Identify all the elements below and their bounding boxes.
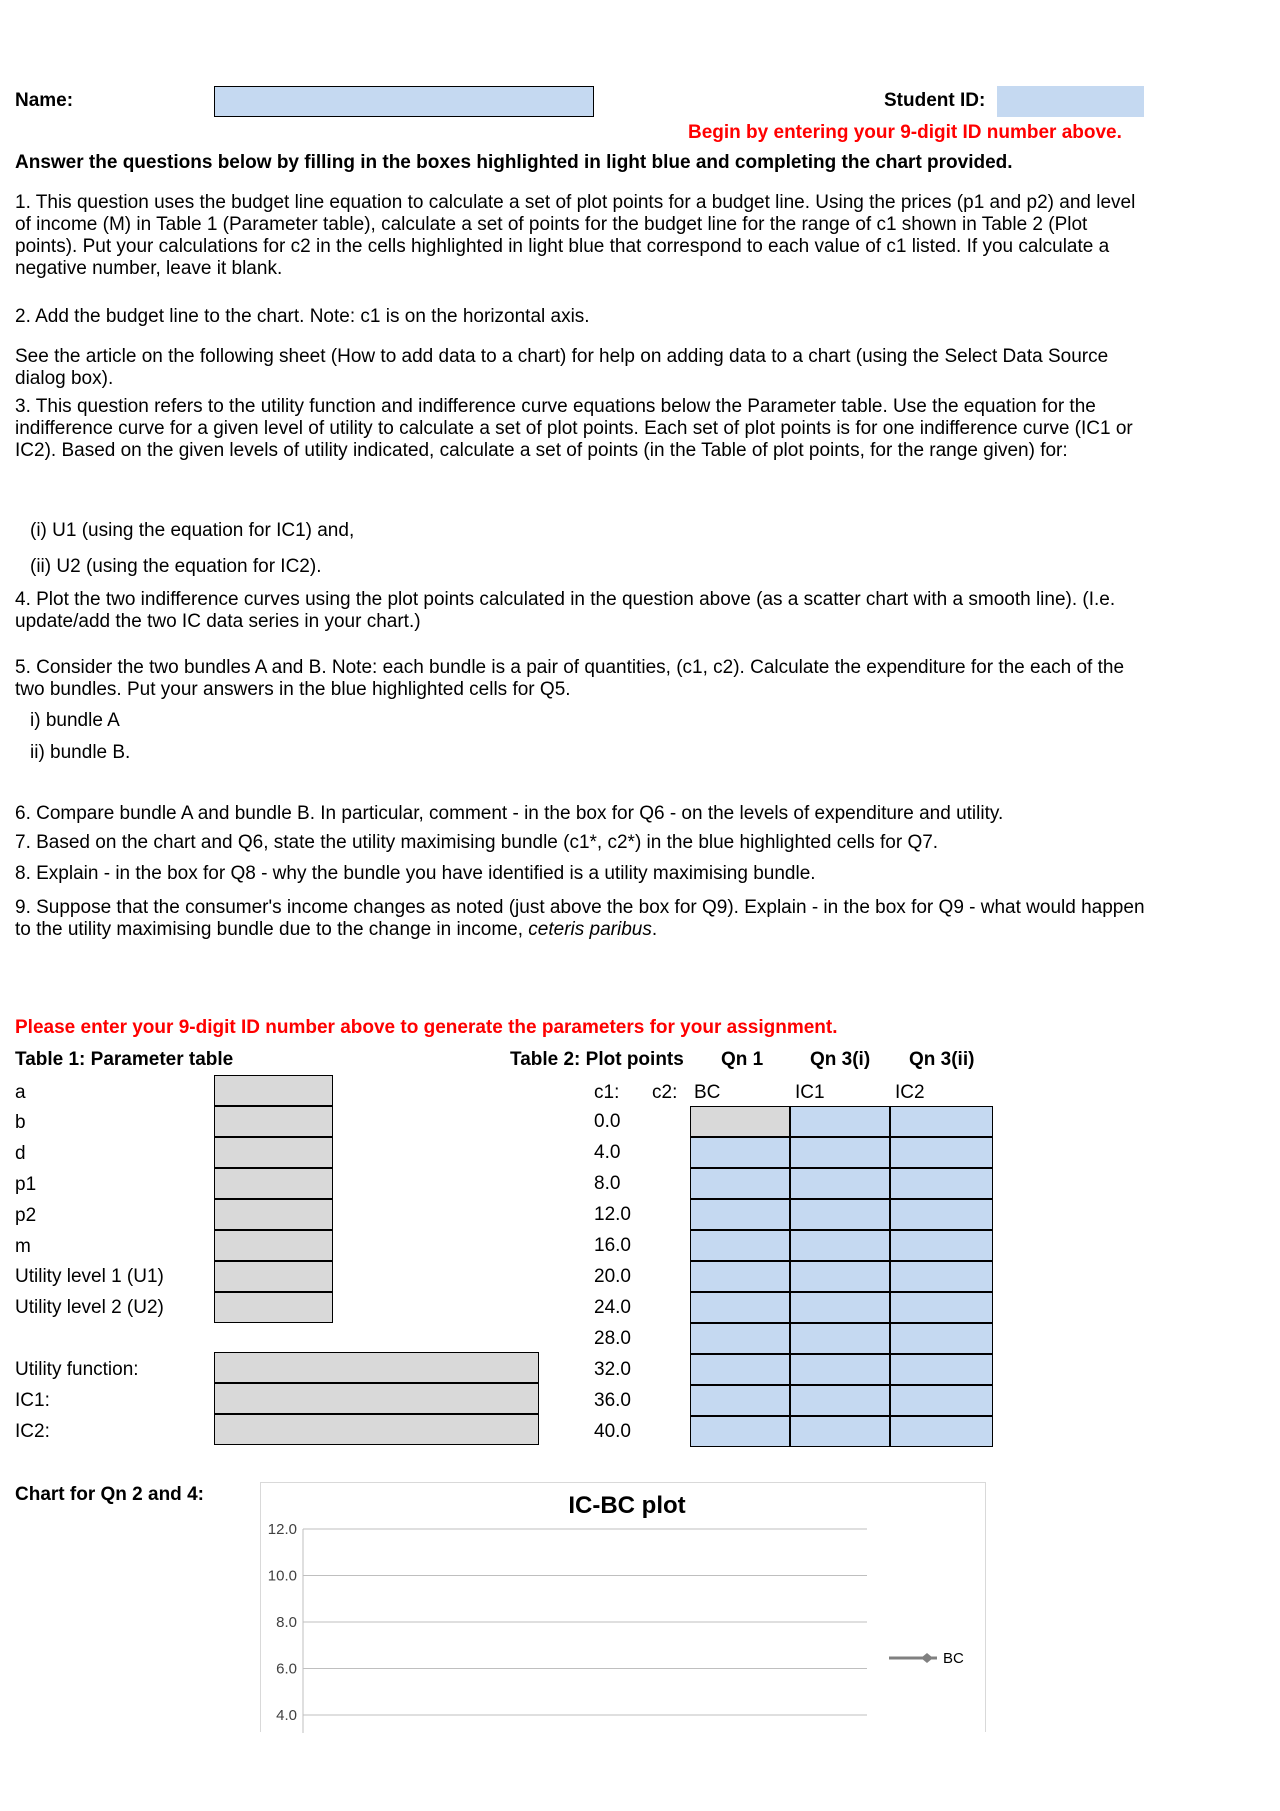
legend-bc-marker	[921, 1653, 933, 1663]
param-label-d: d	[15, 1143, 26, 1164]
question-5: 5. Consider the two bundles A and B. Note: each bundle is a pair of quantities, (c1, c2). Calculate the expenditure for the each of the two bundles. Put your answers in the blue highlighted cells for Q5.	[15, 657, 1125, 700]
bc-cell[interactable]	[690, 1323, 790, 1354]
intro-instructions: Answer the questions below by filling in the boxes highlighted in light blue and completing the chart provided.	[15, 152, 1013, 173]
param-label-u1: Utility level 1 (U1)	[15, 1266, 164, 1287]
ic1-cell[interactable]	[790, 1416, 890, 1447]
chart-y-tick-label: 12.0	[267, 1521, 297, 1538]
chart-y-tick-label: 8.0	[276, 1614, 297, 1631]
begin-note: Begin by entering your 9-digit ID number above.	[688, 122, 1122, 143]
question-3-part-ii: (ii) U2 (using the equation for IC2).	[30, 556, 322, 577]
col-header-qn3ii: Qn 3(ii)	[909, 1049, 975, 1070]
c1-value: 28.0	[594, 1328, 631, 1349]
ic1-header: IC1	[795, 1082, 825, 1103]
bc-cell[interactable]	[690, 1261, 790, 1292]
utility-function-label: Utility function:	[15, 1359, 139, 1380]
ic1-cell[interactable]	[790, 1261, 890, 1292]
c1-value: 36.0	[594, 1390, 631, 1411]
chart-gridlines	[303, 1529, 867, 1733]
ic2-cell[interactable]	[890, 1137, 993, 1168]
chart-label: Chart for Qn 2 and 4:	[15, 1484, 204, 1505]
bc-cell[interactable]	[690, 1199, 790, 1230]
chart-svg	[261, 1483, 985, 1733]
param-label-a: a	[15, 1082, 26, 1103]
c1-value: 0.0	[594, 1111, 621, 1132]
ic1-cell[interactable]	[790, 1137, 890, 1168]
chart-legend[interactable]	[889, 1650, 964, 1667]
ic1-cell[interactable]	[790, 1168, 890, 1199]
ic2-cell[interactable]	[890, 1416, 993, 1447]
ic2-cell[interactable]	[890, 1106, 993, 1137]
ic2-cell[interactable]	[890, 1261, 993, 1292]
utility-function-value	[214, 1352, 539, 1383]
col-header-qn1: Qn 1	[721, 1049, 764, 1070]
param-value-p1	[214, 1168, 333, 1199]
question-6: 6. Compare bundle A and bundle B. In particular, comment - in the box for Q6 - on the levels of expenditure and utility.	[15, 803, 1004, 824]
c2-header: c2:	[652, 1082, 678, 1103]
c1-value: 12.0	[594, 1204, 631, 1225]
ic1-equation-value	[214, 1383, 539, 1414]
c1-value: 24.0	[594, 1297, 631, 1318]
c1-value: 40.0	[594, 1421, 631, 1442]
question-5-part-ii: ii) bundle B.	[30, 742, 131, 763]
ceteris-paribus-text: ceteris paribus	[528, 919, 652, 940]
chart-y-tick-label: 4.0	[276, 1707, 297, 1724]
param-label-p1: p1	[15, 1174, 37, 1195]
question-5-part-i: i) bundle A	[30, 710, 120, 731]
param-label-u2: Utility level 2 (U2)	[15, 1297, 164, 1318]
question-2: 2. Add the budget line to the chart. Note: c1 is on the horizontal axis.	[15, 306, 590, 327]
ic2-equation-label: IC2:	[15, 1421, 50, 1442]
bc-cell[interactable]	[690, 1354, 790, 1385]
params-note: Please enter your 9-digit ID number above to generate the parameters for your assignment.	[15, 1017, 838, 1038]
bc-cell[interactable]	[690, 1168, 790, 1199]
c1-header: c1:	[594, 1082, 620, 1103]
bc-header: BC	[694, 1082, 721, 1103]
bc-cell[interactable]	[690, 1230, 790, 1261]
param-value-u2	[214, 1292, 333, 1323]
param-label-p2: p2	[15, 1205, 37, 1226]
chart-y-ticks	[268, 1521, 297, 1724]
param-value-p2	[214, 1199, 333, 1230]
ic2-cell[interactable]	[890, 1199, 993, 1230]
ic2-equation-value	[214, 1414, 539, 1445]
c1-value: 4.0	[594, 1142, 621, 1163]
question-9-suffix: .	[651, 919, 658, 940]
chart-y-tick-label: 6.0	[276, 1660, 297, 1678]
name-label: Name:	[15, 90, 74, 111]
ic1-cell[interactable]	[790, 1106, 890, 1137]
c1-value: 32.0	[594, 1359, 631, 1380]
param-value-m	[214, 1230, 333, 1261]
bc-cell[interactable]	[690, 1292, 790, 1323]
bc-cell[interactable]	[690, 1385, 790, 1416]
param-value-b	[214, 1106, 333, 1137]
param-label-b: b	[15, 1112, 26, 1133]
ic2-cell[interactable]	[890, 1230, 993, 1261]
ic1-cell[interactable]	[790, 1385, 890, 1416]
ic1-cell[interactable]	[790, 1292, 890, 1323]
ic2-header: IC2	[895, 1082, 925, 1103]
ic-bc-chart[interactable]	[260, 1482, 986, 1732]
question-7: 7. Based on the chart and Q6, state the utility maximising bundle (c1*, c2*) in the blue highlighted cells for Q7.	[15, 832, 939, 853]
bc-cell[interactable]	[690, 1137, 790, 1168]
question-3: 3. This question refers to the utility function and indifference curve equations below the Parameter table. Use the equation for the indifference curve for a given level of utility to calculate a set of plot points. Each set of plot points is for one indifference curve (IC1 or IC2). Based on the given levels of utility indicated, calculate a set of points (in the Table of plot points, for the range given) for:	[15, 396, 1133, 461]
question-1: 1. This question uses the budget line equation to calculate a set of plot points for a budget line. Using the prices (p1 and p2) and level of income (M) in Table 1 (Parameter table), calculate a set of points for the budget line for the range of c1 shown in Table 2 (Plot points). Put your calculations for c2 in the cells highlighted in light blue that correspond to each value of c1 listed. If you calculate a negative number, leave it blank.	[15, 192, 1136, 279]
ic1-cell[interactable]	[790, 1354, 890, 1385]
ic1-cell[interactable]	[790, 1199, 890, 1230]
ic2-cell[interactable]	[890, 1323, 993, 1354]
chart-y-tick-label: 10.0	[267, 1567, 297, 1585]
ic1-cell[interactable]	[790, 1230, 890, 1261]
table2-title: Table 2: Plot points	[510, 1049, 684, 1070]
name-input[interactable]	[214, 86, 594, 117]
bc-cell[interactable]	[690, 1416, 790, 1447]
question-9	[15, 897, 1145, 941]
ic1-cell[interactable]	[790, 1323, 890, 1354]
c1-value: 8.0	[594, 1173, 621, 1194]
param-label-m: m	[15, 1236, 31, 1257]
ic2-cell[interactable]	[890, 1385, 993, 1416]
param-value-a	[214, 1075, 333, 1106]
question-4: 4. Plot the two indifference curves using the plot points calculated in the question above (as a scatter chart with a smooth line). (I.e. update/add the two IC data series in your chart.)	[15, 589, 1116, 632]
col-header-qn3i: Qn 3(i)	[810, 1049, 871, 1070]
ic2-cell[interactable]	[890, 1354, 993, 1385]
question-9-text: 9. Suppose that the consumer's income changes as noted (just above the box for Q9). Explain - in the box for Q9 - what would happen to the utility maximising bundle due to the change in income,	[15, 897, 1145, 940]
legend-bc-label: BC	[943, 1650, 964, 1667]
ic2-cell[interactable]	[890, 1292, 993, 1323]
bc-cell	[690, 1106, 790, 1137]
chart-title: IC-BC plot	[568, 1492, 686, 1519]
student-id-label: Student ID:	[884, 90, 986, 111]
question-8: 8. Explain - in the box for Q8 - why the bundle you have identified is a utility maximising bundle.	[15, 863, 816, 884]
c1-value: 16.0	[594, 1235, 631, 1256]
param-value-u1	[214, 1261, 333, 1292]
ic2-cell[interactable]	[890, 1168, 993, 1199]
student-id-input[interactable]	[997, 86, 1144, 117]
param-value-d	[214, 1137, 333, 1168]
see-article-note: See the article on the following sheet (How to add data to a chart) for help on adding data to a chart (using the Select Data Source dialog box).	[15, 346, 1109, 389]
question-3-part-i: (i) U1 (using the equation for IC1) and,	[30, 520, 355, 541]
c1-value: 20.0	[594, 1266, 631, 1287]
table1-title: Table 1: Parameter table	[15, 1049, 234, 1070]
ic1-equation-label: IC1:	[15, 1390, 50, 1411]
